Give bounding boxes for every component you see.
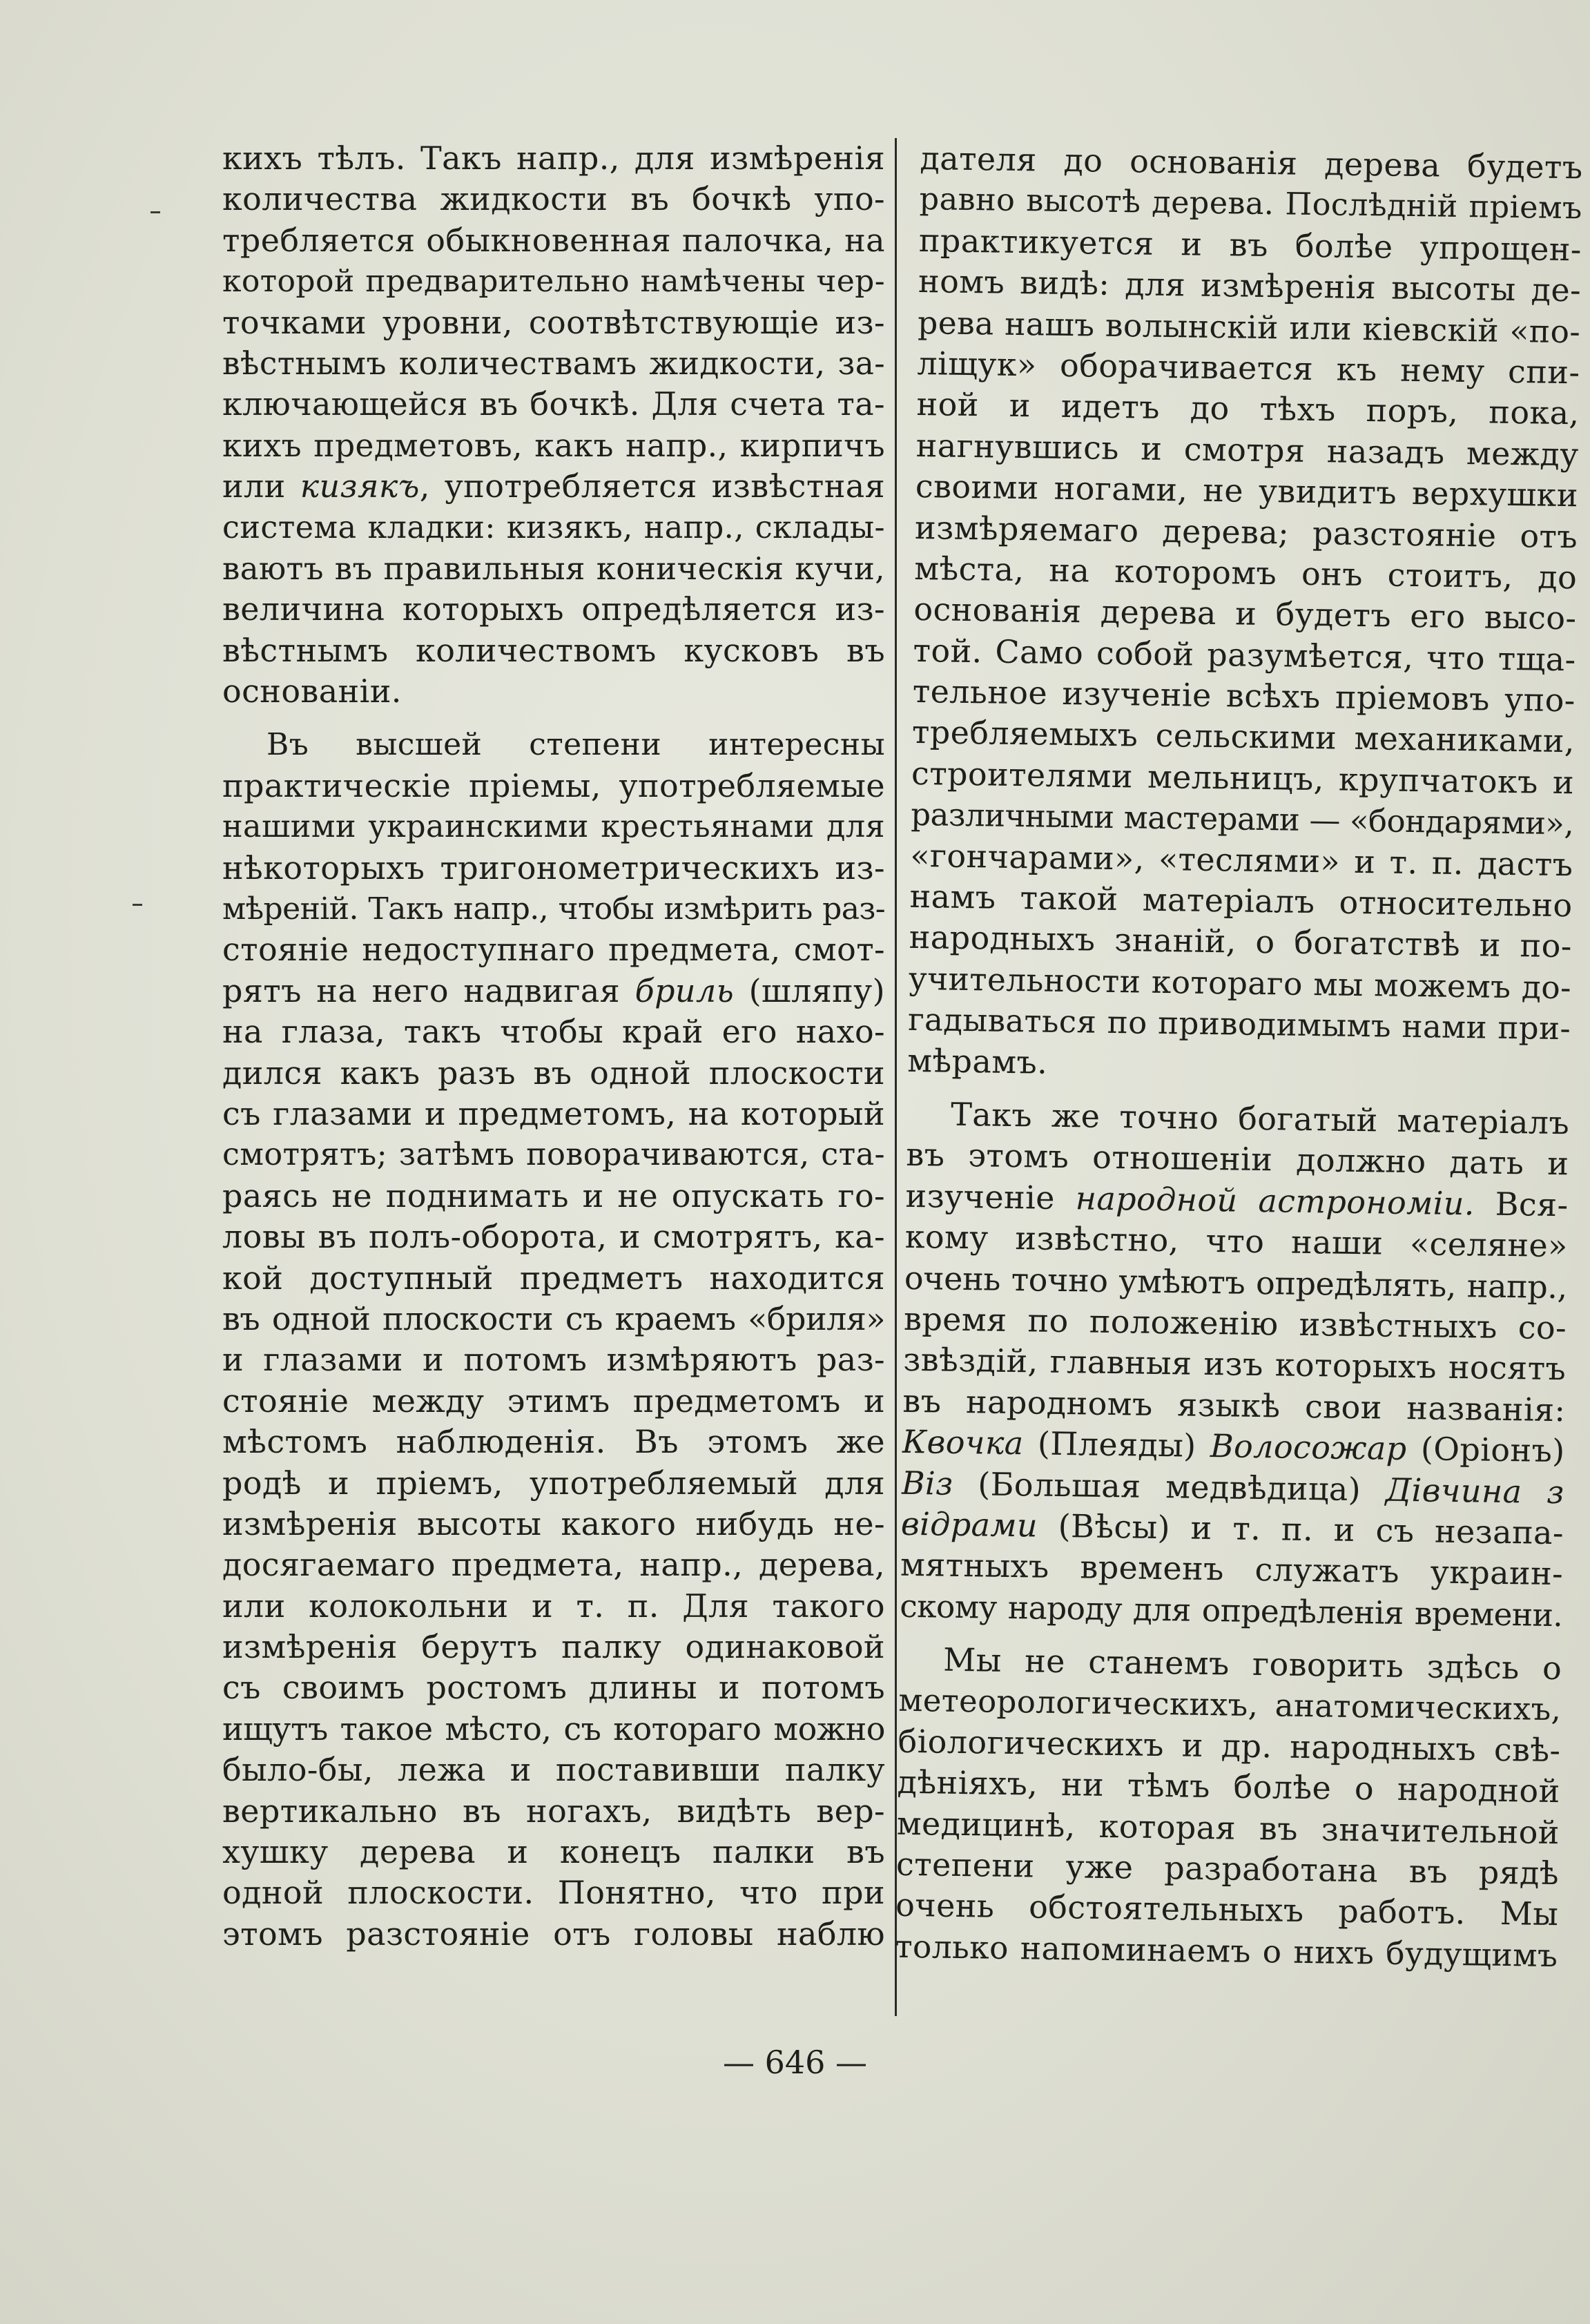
text-line: вѣстнымъ количествомъ кусковъ въ: [222, 631, 885, 669]
italic-term: Дівчина з: [1385, 1471, 1565, 1511]
text-line-with-italic: рятъ на него надвигая бриль (шляпу): [222, 971, 885, 1009]
text-line: «гончарами», «теслями» и т. п. дастъ: [910, 836, 1573, 883]
text-line: нашими украинскими крестьянами для: [222, 809, 885, 845]
text-line: дѣніяхъ, ни тѣмъ болѣе о народной: [897, 1763, 1561, 1810]
text-line: въ народномъ языкѣ свои названія:: [902, 1382, 1566, 1429]
text-line: кихъ тѣлъ. Такъ напр., для измѣренія: [222, 139, 885, 177]
text-line: равно высотѣ дерева. Послѣдній пріемъ: [919, 182, 1583, 226]
text-line: различными мастерами — «бондарями»,: [910, 796, 1574, 842]
text-line: біологическихъ и др. народныхъ свѣ-: [898, 1722, 1561, 1770]
text-line: учительности котораго мы можемъ до-: [908, 960, 1572, 1007]
text-line: рева нашъ волынскій или кіевскій «по-: [917, 304, 1581, 350]
text-line: практическіе пріемы, употребляемые: [222, 766, 885, 804]
italic-term: кизякъ: [300, 467, 420, 505]
text-line: ной и идетъ до тѣхъ поръ, пока,: [916, 385, 1580, 432]
text-line: медицинѣ, которая въ значительной: [896, 1804, 1560, 1851]
text-line: дателя до основанія дерева будетъ: [920, 139, 1583, 186]
text-line: досягаемаго предмета, напр., дерева,: [222, 1546, 885, 1584]
text-line: количества жидкости въ бочкѣ упо-: [222, 180, 885, 218]
text-line: въ одной плоскости съ краемъ «бриля»: [222, 1299, 885, 1337]
text-line: кихъ предметовъ, какъ напр., кирпичъ: [222, 427, 885, 464]
text-line: раясь не поднимать и не опускать го-: [222, 1176, 885, 1214]
text-line: основанія дерева и будетъ его высо-: [913, 590, 1577, 637]
text-line: намъ такой матеріалъ относительно: [909, 877, 1573, 924]
text-line: мѣста, на которомъ онъ стоитъ, до: [913, 549, 1578, 597]
text-line: нагнувшись и смотря назадъ между: [915, 426, 1580, 474]
text-line: строителями мельницъ, крупчатокъ и: [911, 754, 1575, 802]
text-line: звѣздій, главныя изъ которыхъ носятъ: [902, 1341, 1567, 1388]
text-line: и глазами и потомъ измѣряютъ раз-: [222, 1341, 885, 1379]
right-column: [895, 138, 1583, 1976]
text-line: кому извѣстно, что наши «селяне»: [904, 1218, 1569, 1265]
margin-mark: [133, 904, 142, 906]
column-divider: [895, 138, 897, 2016]
text-line: мятныхъ временъ служатъ украин-: [900, 1546, 1564, 1593]
text-line: номъ видѣ: для измѣренія высоты де-: [918, 262, 1582, 309]
text-line-with-italic: Квочка (Плеяды) Волосожар (Оріонъ): [902, 1422, 1565, 1470]
text-line: измѣренія высоты какого нибудь не-: [222, 1504, 885, 1542]
text-line: вертикально въ ногахъ, видѣть вер-: [222, 1792, 885, 1830]
margin-mark: [151, 211, 160, 213]
text-line: кой доступный предметъ находится: [222, 1259, 885, 1297]
text-line: этомъ разстояніе отъ головы наблю: [222, 1915, 885, 1953]
text-line: ваютъ въ правильныя коническія кучи,: [222, 550, 885, 587]
text-line: дился какъ разъ въ одной плоскости: [222, 1054, 885, 1092]
text-line: степени уже разработана въ рядѣ: [895, 1845, 1560, 1892]
text-line: скому народу для опредѣленія времени.: [899, 1587, 1563, 1634]
text-line: народныхъ знаній, о богатствѣ и по-: [909, 918, 1573, 965]
italic-term: народной астрономіи.: [1075, 1179, 1475, 1223]
text-line: точками уровни, соотвѣтствующіе из-: [222, 303, 885, 341]
text-line: очень точно умѣютъ опредѣлять, напр.,: [904, 1259, 1568, 1306]
paragraph-start-line: Такъ же точно богатый матеріалъ: [950, 1095, 1570, 1142]
text-line: метеорологическихъ, анатомическихъ,: [898, 1682, 1562, 1728]
italic-term: бриль: [634, 971, 735, 1009]
text-line: съ своимъ ростомъ длины и потомъ: [222, 1669, 885, 1707]
text-line: съ глазами и предметомъ, на который: [222, 1094, 885, 1132]
left-column: [222, 138, 885, 1955]
text-line: вѣстнымъ количествамъ жидкости, за-: [222, 345, 885, 382]
text-line: на глаза, такъ чтобы край его нахо-: [222, 1013, 885, 1051]
text-line: измѣренія берутъ палку одинаковой: [222, 1628, 885, 1666]
text-line: или колокольни и т. п. Для такого: [222, 1587, 885, 1625]
text-line: нѣкоторыхъ тригонометрическихъ из-: [222, 849, 885, 887]
text-line: величина которыхъ опредѣляется из-: [222, 590, 885, 628]
text-line: которой предварительно намѣчены чер-: [222, 264, 885, 300]
italic-term: відрами: [900, 1504, 1038, 1545]
text-line-with-italic: или кизякъ, употребляется извѣстная: [222, 467, 885, 505]
text-line: основаніи.: [222, 672, 402, 710]
text-line: ключающейся въ бочкѣ. Для счета та-: [222, 385, 885, 423]
paragraph-start-line: Въ высшей степени интересны: [266, 727, 885, 763]
text-line: стояніе между этимъ предметомъ и: [222, 1382, 885, 1420]
text-line: родѣ и пріемъ, употребляемый для: [222, 1464, 885, 1502]
text-line: система кладки: кизякъ, напр., склады-: [222, 510, 885, 545]
text-line: только напоминаемъ о нихъ будущимъ: [895, 1928, 1558, 1974]
text-line: той. Само собой разумѣется, что тща-: [913, 631, 1576, 679]
text-line-with-italic: изученіе народной астрономіи. Вся-: [905, 1176, 1569, 1224]
text-line: хушку дерева и конецъ палки въ: [222, 1833, 885, 1871]
text-line: измѣряемаго дерева; разстояніе отъ: [914, 508, 1578, 555]
text-line: очень обстоятельныхъ работъ. Мы: [895, 1886, 1559, 1933]
text-line-with-italic: відрами (Вѣсы) и т. п. и съ незапа-: [900, 1504, 1564, 1552]
italic-term: Віз: [901, 1464, 953, 1502]
text-line: практикуется и въ болѣе упрощен-: [918, 221, 1582, 269]
text-line: было-бы, лежа и поставивши палку: [222, 1751, 885, 1789]
text-line: требляется обыкновенная палочка, на: [222, 221, 885, 259]
text-line-with-italic: Віз (Большая медвѣдица) Дівчина з: [901, 1464, 1565, 1511]
text-line: своими ногами, не увидитъ верхушки: [915, 467, 1579, 514]
text-line: смотрятъ; затѣмъ поворачиваются, ста-: [222, 1137, 885, 1173]
text-line: въ этомъ отношеніи должно дать и: [906, 1136, 1569, 1183]
text-line: гадываться по приводимымъ нами при-: [907, 1001, 1571, 1047]
text-line: мѣстомъ наблюденія. Въ этомъ же: [222, 1423, 885, 1461]
text-line: время по положенію извѣстныхъ со-: [903, 1299, 1567, 1347]
paragraph-start-line: Мы не станемъ говорить здѣсь о: [942, 1640, 1562, 1687]
text-line: стояніе недоступнаго предмета, смот-: [222, 931, 885, 969]
text-line: требляемыхъ сельскими механиками,: [911, 713, 1576, 760]
text-line: мѣрамъ.: [907, 1041, 1048, 1081]
page-number: — 646 —: [722, 2044, 868, 2081]
text-line: ищутъ такое мѣсто, съ котораго можно: [222, 1710, 885, 1747]
italic-term: Волосожар: [1210, 1427, 1407, 1468]
text-line: тельное изученіе всѣхъ пріемовъ упо-: [912, 672, 1576, 719]
text-line: ліщук» оборачивается къ нему спи-: [917, 344, 1580, 391]
text-line: ловы въ полъ-оборота, и смотрятъ, ка-: [222, 1218, 885, 1256]
text-line: мѣреній. Такъ напр., чтобы измѣрить раз-: [222, 891, 885, 927]
text-line: одной плоскости. Понятно, что при: [222, 1874, 885, 1912]
italic-term: Квочка: [902, 1422, 1024, 1462]
